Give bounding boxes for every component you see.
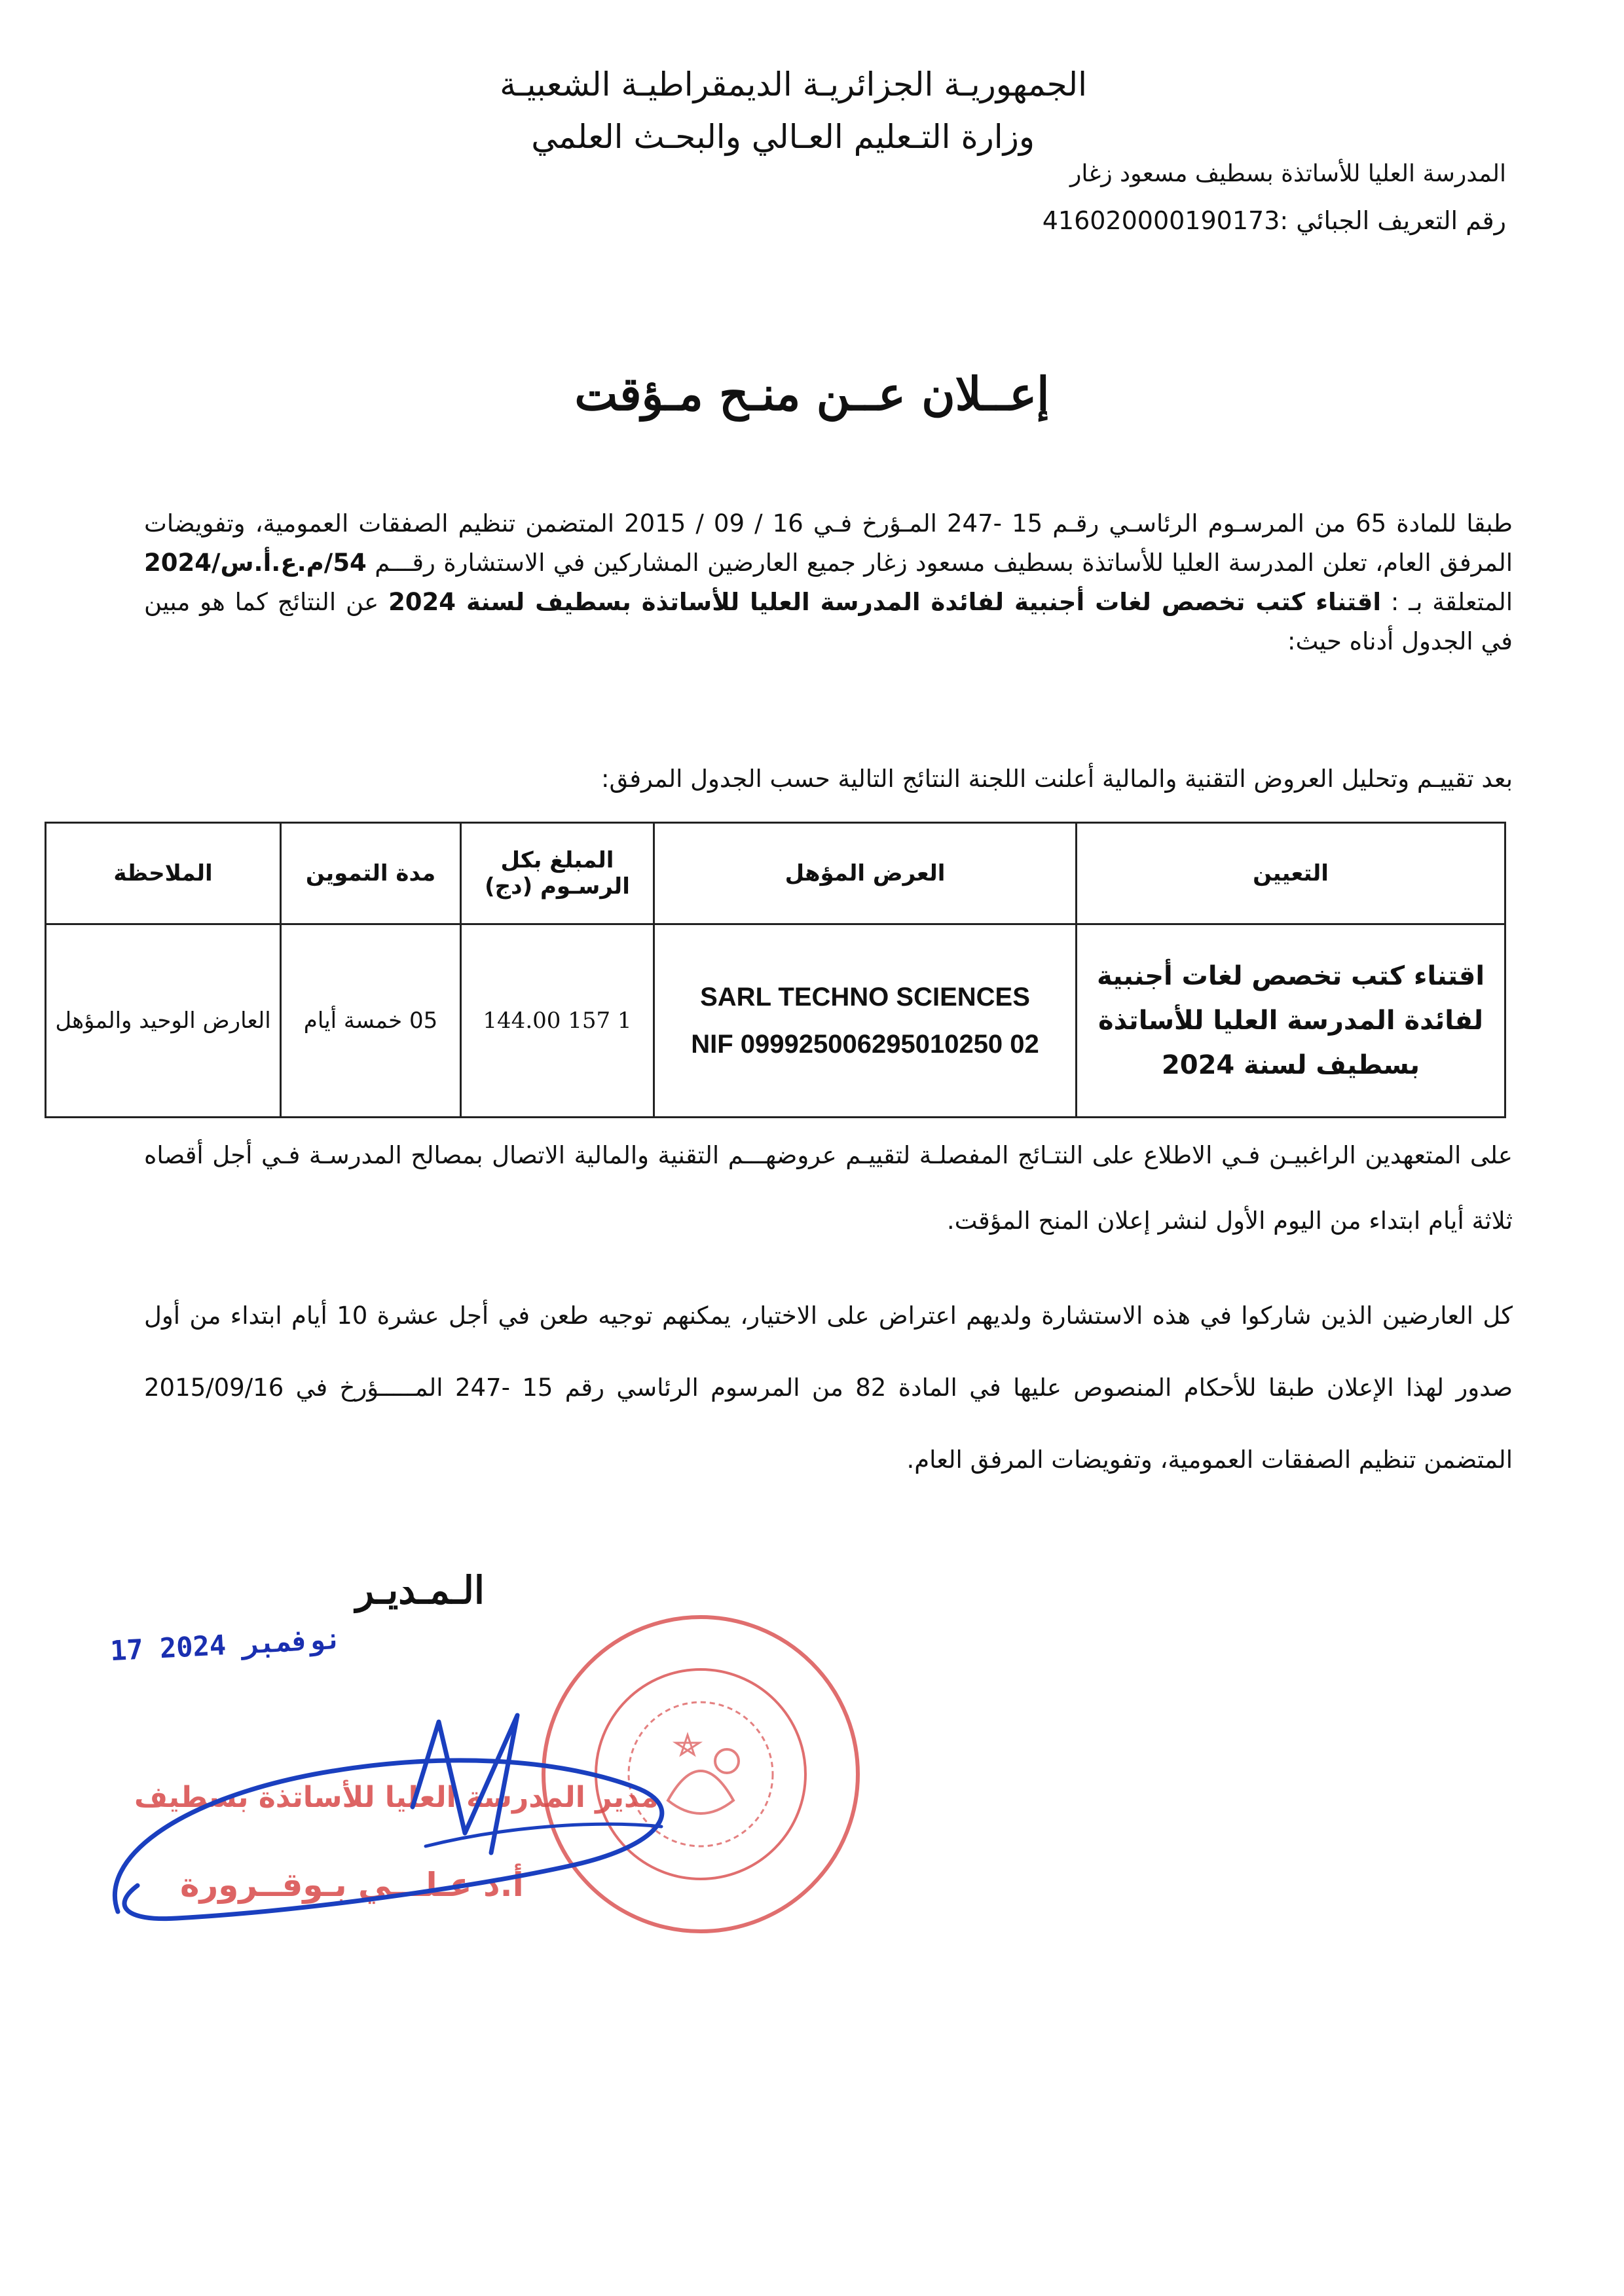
republic-header: الجمهوريـة الجزائريـة الديمقراطيـة الشعبيـة [500, 65, 1087, 103]
paragraph-appeal: كل العارضين الذين شاركوا في هذه الاستشارة ولديهم اعتراض على الاختيار، يمكنهم توجيه طعن في أجل عشرة 10 أيام ابتداء من أول صدور لهذا الإعلان طبقا للأحكام المنصوص عليها في المادة 82 من المرسوم الرئاسي رقم 15 -247 المـــــؤرخ في 2015/09/16 المتضمن تنظيم الصفقات العمومية، وتفويضات المرفق العام. [144, 1302, 1513, 1474]
consultation-number: 54/م.ع.أ.س/2024 [144, 549, 367, 577]
intro-text-3: عن النتائج كما هو مبين في الجدول أدناه حيث: [144, 588, 1513, 655]
offer-name: SARL TECHNO SCIENCES [700, 983, 1030, 1011]
offer-nif: NIF 099925006295010250 02 [691, 1030, 1039, 1059]
tax-id: رقم التعريف الجبائي :416020000190173 [1042, 206, 1506, 235]
cell-amount: 1 157 144.00 [461, 924, 654, 1118]
paragraph-results-access: على المتعهدين الراغبيـن فـي الاطلاع على النتـائج المفصلـة لتقييـم عروضهـــم التقنية والمالية الاتصال بمصالح المدرسـة فـي أجل أقصاه ثلاثة أيام ابتداء من اليوم الأول لنشر إعلان المنح المؤقت. [144, 1141, 1513, 1235]
intro-text-2: المتعلقة بـ : [1381, 588, 1513, 616]
cell-remark: العارض الوحيد والمؤهل [46, 924, 281, 1118]
header-amount: المبلغ بكل الرسـوم (دج) [461, 823, 654, 924]
evaluation-line: بعد تقييـم وتحليل العروض التقنية والمالية أعلنت اللجنة النتائج التالية حسب الجدول المرفق: [601, 765, 1513, 793]
intro-paragraph [144, 504, 1513, 661]
cell-offer [654, 924, 1077, 1118]
intro-text-1: طبقا للمادة 65 من المرسـوم الرئاسـي رقـم 15 -247 المـؤرخ فـي 16 / 09 / 2015 المتضمن تنظيم الصفقات العمومية، وتفويضات المرفق العام، تعلن المدرسة العليا للأساتذة بسطيف مسعود زغار جميع العارضين المشاركين في الاستشارة رقـــم [144, 509, 1513, 577]
cell-duration: 05 خمسة أيام [281, 924, 461, 1118]
results-table [45, 822, 1506, 1118]
header-duration: مدة التموين [281, 823, 461, 924]
header-designation: التعيين [1077, 823, 1505, 924]
signature-icon [98, 1696, 753, 1944]
header-offer: العرض المؤهل [654, 823, 1077, 924]
date-stamp: 17 نوفمبر 2024 [109, 1622, 343, 1667]
table-row [46, 924, 1505, 1118]
institution-name: المدرسة العليا للأساتذة بسطيف مسعود زغار [1070, 160, 1506, 187]
header-remark: الملاحظة [46, 823, 281, 924]
cell-designation: اقتناء كتب تخصص لغات أجنبية لفائدة المدرسة العليا للأساتذة بسطيف لسنة 2024 [1077, 924, 1505, 1118]
ministry-header: وزارة التـعليم العـالي والبحـث العلمي [531, 118, 1035, 156]
page-title: إعــلان عــن منـح مـؤقت [574, 367, 1050, 421]
consultation-subject: اقتناء كتب تخصص لغات أجنبية لفائدة المدرسة العليا للأساتذة بسطيف لسنة 2024 [388, 588, 1382, 616]
stamp-title: مدير المدرسة العليا للأساتذة بسطيف [134, 1781, 659, 1814]
stamp-name: أ.د عـلـــي بـوقــرورة [180, 1866, 524, 1904]
table-header-row [46, 823, 1505, 924]
director-label: الـمـديـر [356, 1568, 485, 1613]
